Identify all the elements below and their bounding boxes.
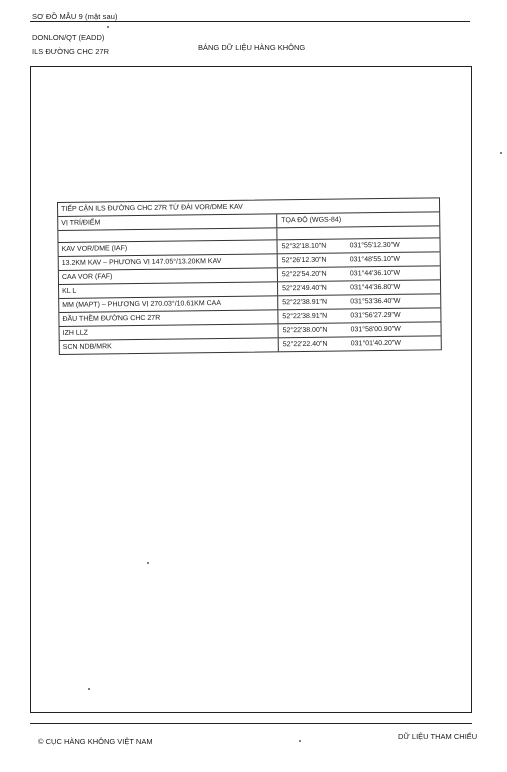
point-cell: 13.2KM KAV – PHƯƠNG VỊ 147.05°/13.20KM KAV <box>59 254 278 270</box>
coordinates-table <box>57 197 442 355</box>
longitude-cell: 031°53'36.40"W <box>350 297 401 306</box>
column-header-coordinates: TỌA ĐỘ (WGS-84) <box>281 216 342 225</box>
point-cell: KL L <box>59 282 278 298</box>
procedure-name: ILS ĐƯỜNG CHC 27R <box>32 47 110 56</box>
latitude-cell: 52°22'38.00"N <box>282 326 328 335</box>
scan-speck <box>500 152 502 154</box>
top-divider <box>30 21 470 22</box>
scan-speck <box>88 688 90 690</box>
latitude-cell: 52°22'49.40"N <box>282 284 327 293</box>
copyright-text: © CỤC HÀNG KHÔNG VIỆT NAM <box>38 737 153 746</box>
latitude-cell: 52°32'18.10"N <box>281 242 327 251</box>
table-body <box>59 238 441 354</box>
longitude-cell: 031°44'36.10"W <box>349 269 401 278</box>
latitude-cell: 52°22'38.91"N <box>282 298 328 307</box>
form-label: SƠ ĐỒ MẪU 9 (mặt sau) <box>32 12 118 21</box>
latitude-cell: 52°22'22.40"N <box>282 340 328 349</box>
latitude-cell: 52°22'54.20"N <box>281 270 327 279</box>
scan-speck <box>147 562 149 564</box>
longitude-cell: 031°44'36.80"W <box>350 283 401 292</box>
scan-speck <box>107 26 109 28</box>
table-title: TIẾP CẬN ILS ĐƯỜNG CHC 27R TỪ ĐÀI VOR/DME KAV <box>58 198 439 217</box>
bottom-divider <box>30 723 472 724</box>
longitude-cell: 031°48'55.10"W <box>349 255 400 264</box>
longitude-cell: 031°01'40.20"W <box>350 339 402 348</box>
point-cell: SCN NDB/MRK <box>60 338 279 354</box>
longitude-cell: 031°55'12.30"W <box>349 241 400 250</box>
airport-name: DONLON/QT (EADD) <box>32 33 105 42</box>
reference-text: DỮ LIỆU THAM CHIẾU <box>398 732 478 741</box>
point-cell: MM (MAPT) – PHƯƠNG VỊ 270.03°/10.61KM CAA <box>59 296 278 312</box>
longitude-cell: 031°58'00.90"W <box>350 325 401 334</box>
content-frame <box>30 66 472 713</box>
scan-speck <box>299 740 301 742</box>
latitude-cell: 52°22'38.91"N <box>282 312 328 321</box>
page-title: BẢNG DỮ LIỆU HÀNG KHÔNG <box>198 43 306 52</box>
column-header-point: VỊ TRÍ/ĐIỂM <box>58 214 277 230</box>
longitude-cell: 031°56'27.29"W <box>350 311 401 320</box>
latitude-cell: 52°26'12.30"N <box>281 256 327 265</box>
point-cell: CAA VOR (FAF) <box>59 268 278 284</box>
point-cell: KAV VOR/DME (IAF) <box>59 240 278 256</box>
point-cell: IZH LLZ <box>60 324 279 340</box>
point-cell: ĐẦU THỀM ĐƯỜNG CHC 27R <box>59 310 278 326</box>
